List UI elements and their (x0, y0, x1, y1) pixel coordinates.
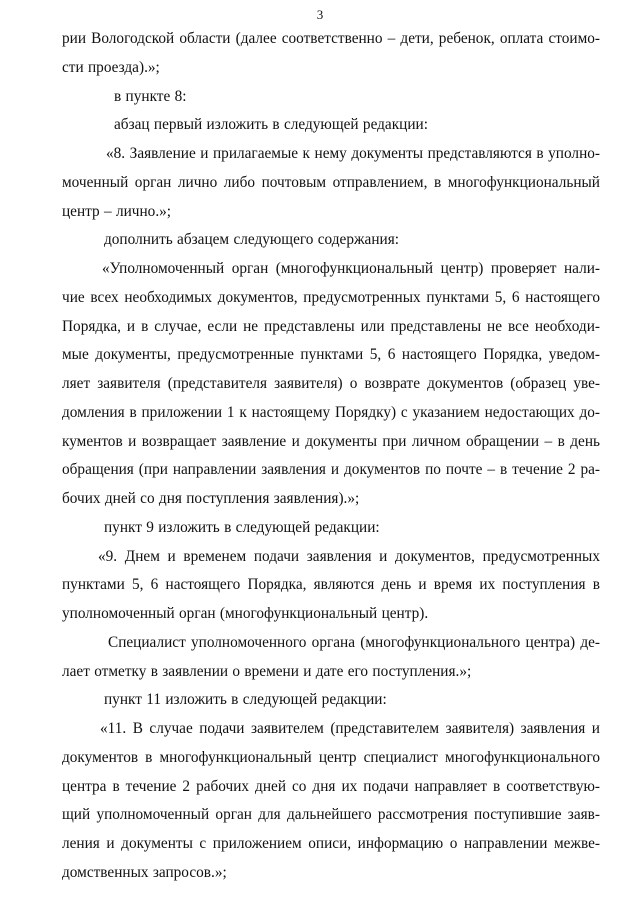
text-line: домления в приложении 1 к настоящему Порядку) с указанием недостающих до- (62, 403, 600, 421)
text-line: Порядка, и в случае, если не представлены или представлены не все необходи- (62, 317, 600, 335)
text-line: центра в течение 2 рабочих дней со дня их подачи направляет в соответствую- (62, 777, 600, 795)
text-line: пунктами 5, 6 настоящего Порядка, являются день и время их поступления в (62, 576, 600, 594)
text-line: щий уполномоченный орган для дальнейшего рассмотрения поступившие заяв- (62, 806, 600, 824)
text-line: рии Вологодской области (далее соответственно – дети, ребенок, оплата стоимо- (62, 30, 600, 47)
text-line: документов в многофункциональный центр специалист многофункционального (62, 748, 600, 766)
text-line: центр – лично.»; (62, 202, 172, 220)
text-line: в пункте 8: (114, 87, 187, 105)
text-line: дополнить абзацем следующего содержания: (104, 231, 399, 249)
text-line: «9. Днем и временем подачи заявления и документов, предусмотренных (98, 547, 600, 565)
text-line: сти проезда).»; (62, 58, 160, 76)
text-line: ления и документы с приложением описи, информацию о направлении межве- (62, 835, 600, 852)
text-line: домственных запросов.»; (62, 863, 227, 881)
text-line: уполномоченный орган (многофункциональный центр). (62, 605, 429, 622)
text-line: мые документы, предусмотренные пунктами 5, 6 настоящего Порядка, уведом- (62, 346, 600, 364)
text-line: моченный орган лично либо почтовым отправлением, в многофункциональный (62, 173, 600, 191)
text-line: пункт 11 изложить в следующей редакции: (104, 691, 387, 709)
text-line: чие всех необходимых документов, предусмотренных пунктами 5, 6 настоящего (62, 288, 600, 306)
text-line: обращения (при направлении заявления и документов по почте – в течение 2 ра- (62, 461, 600, 479)
text-line: пункт 9 изложить в следующей редакции: (104, 518, 380, 536)
document-body (62, 25, 600, 888)
text-line: бочих дней со дня поступления заявления).»; (62, 490, 360, 507)
text-line: «Уполномоченный орган (многофункциональный центр) проверяет нали- (102, 260, 600, 277)
text-line: Специалист уполномоченного органа (многофункционального центра) де- (108, 633, 600, 651)
text-line: абзац первый изложить в следующей редакции: (114, 116, 428, 134)
text-line: лает отметку в заявлении о времени и дате его поступления.»; (62, 662, 472, 680)
text-line: «8. Заявление и прилагаемые к нему документы представляются в уполно- (106, 145, 600, 162)
text-line: кументов и возвращает заявление и документы при личном обращении – в день (62, 432, 600, 450)
text-line: ляет заявителя (представителя заявителя) о возврате документов (образец уве- (62, 375, 600, 392)
page-number: 3 (316, 7, 324, 22)
text-line: «11. В случае подачи заявителем (представителем заявителя) заявления и (100, 720, 600, 737)
